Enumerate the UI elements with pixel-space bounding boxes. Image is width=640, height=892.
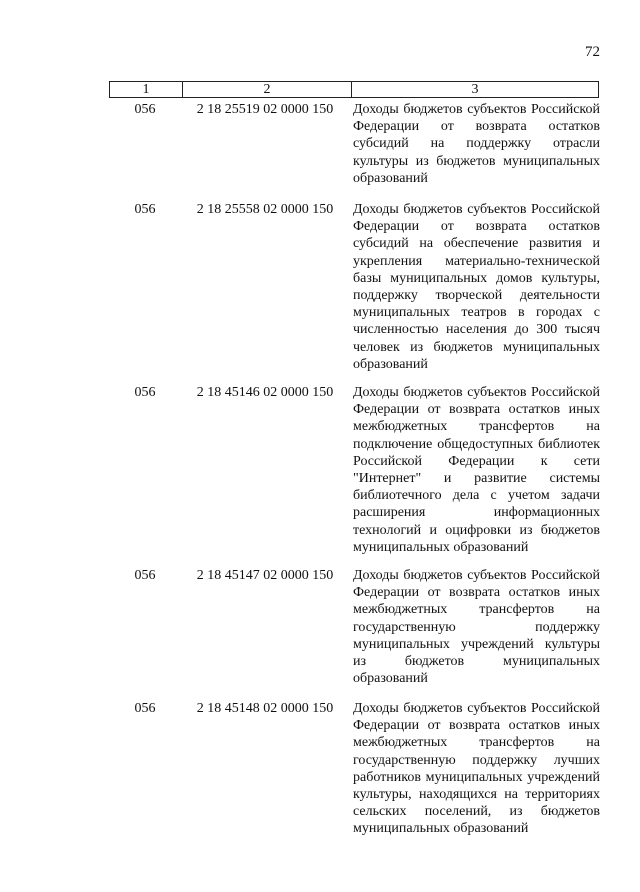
income-code: 2 18 45148 02 0000 150 [196, 701, 334, 716]
admin-code: 056 [134, 568, 156, 583]
income-description: Доходы бюджетов субъектов Российской Федерации от возврата остатков иных межбюджетных трансфертов на подключение общедоступных библиотек Российской Федерации к сети "Интернет" и развитие системы библиотечного дела с учетом задачи расширения информационных технологий и оцифровки из бюджетов муниципальных образований [353, 385, 600, 555]
income-description: Доходы бюджетов субъектов Российской Федерации от возврата остатков иных межбюджетных трансфертов на государственную поддержку лучших работников муниципальных учреждений культуры, находящихся на территориях сельских поселений, из бюджетов муниципальных образований [353, 701, 600, 837]
income-description: Доходы бюджетов субъектов Российской Федерации от возврата остатков субсидий на обеспечение развития и укрепления материально-технической базы муниципальных домов культуры, поддержку творческой деятельности муниципальных театров в городах с численностью населения до 300 тысяч человек из бюджетов муниципальных образований [353, 202, 600, 372]
income-code: 2 18 25519 02 0000 150 [196, 102, 334, 117]
income-description: Доходы бюджетов субъектов Российской Федерации от возврата остатков субсидий на поддержку отрасли культуры из бюджетов муниципальных образований [353, 102, 600, 186]
header-col-1: 1 [110, 82, 183, 97]
admin-code: 056 [134, 385, 156, 400]
header-col-2: 2 [183, 82, 352, 97]
income-code: 2 18 45146 02 0000 150 [196, 385, 334, 400]
income-description: Доходы бюджетов субъектов Российской Федерации от возврата остатков иных межбюджетных трансфертов на государственную поддержку муниципальных учреждений культуры из бюджетов муниципальных образований [353, 568, 600, 687]
page-number: 72 [585, 44, 600, 60]
table-header [109, 81, 599, 98]
income-code: 2 18 45147 02 0000 150 [196, 568, 334, 583]
admin-code: 056 [134, 701, 156, 716]
income-code: 2 18 25558 02 0000 150 [196, 202, 334, 217]
admin-code: 056 [134, 102, 156, 117]
admin-code: 056 [134, 202, 156, 217]
header-col-3: 3 [471, 82, 479, 97]
